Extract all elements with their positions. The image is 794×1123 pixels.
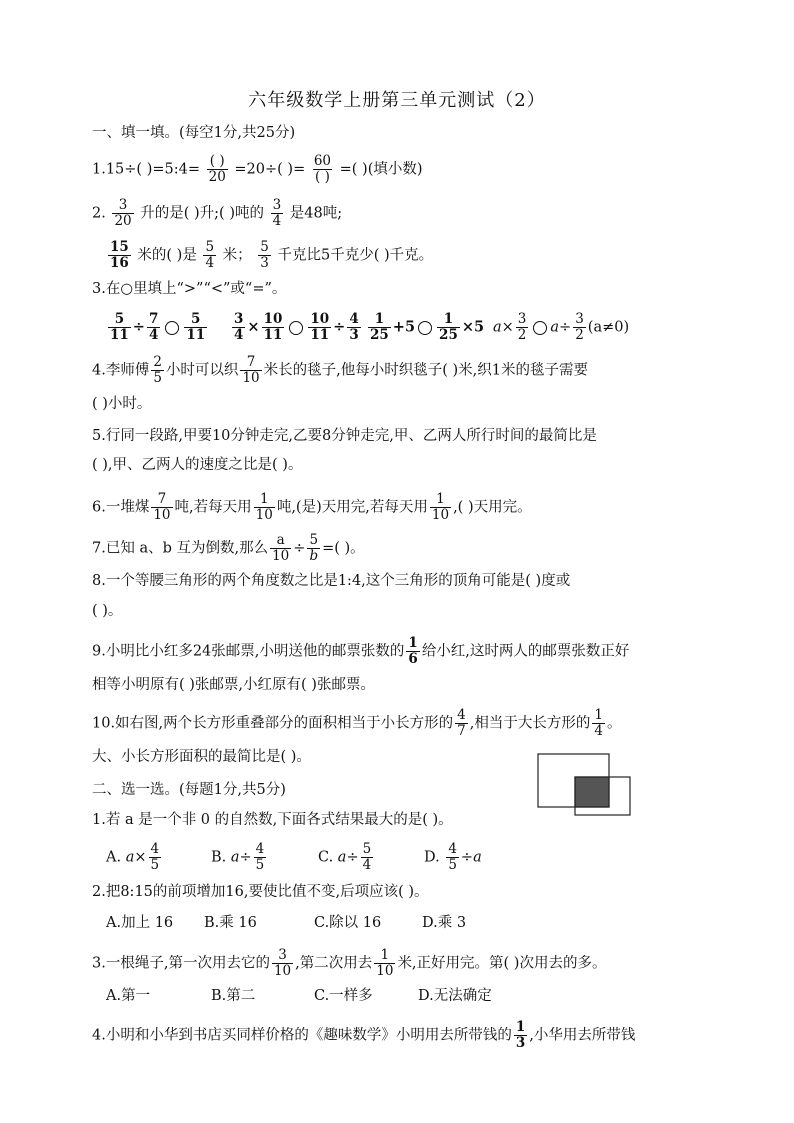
question-3-heading: 3.在○里填上“>”“<”或“=”。 <box>92 281 287 297</box>
question-5-line-2: ( ),甲、乙两人的速度之比是( )。 <box>92 457 303 473</box>
question-3-expr-3: $\frac{1}{25}$ +5 $\frac{1}{25}$ ×5 <box>370 311 485 343</box>
q1-fraction-1: ( ) 20 <box>208 153 226 185</box>
choice-1-option-b[interactable]: B. a÷ $\frac{4}{5}$ <box>211 841 265 873</box>
question-5-line-1: 5.行同一段路,甲要10分钟走完,乙要8分钟走完,甲、乙两人所行时间的最简比是 <box>92 428 597 444</box>
choice-2-stem: 2.把8:15的前项增加16,要使比值不变,后项应该( )。 <box>92 884 429 900</box>
choice-3-option-c[interactable]: C.一样多 <box>314 988 373 1004</box>
choice-1-stem: 1.若 a 是一个非 0 的自然数,下面各式结果最大的是( )。 <box>92 812 453 828</box>
choice-2-option-d[interactable]: D.乘 3 <box>422 915 467 931</box>
question-9-line-2: 相等小明原有( )张邮票,小红原有( )张邮票。 <box>92 677 375 693</box>
q1-text-c: =( )(填小数) <box>339 161 423 178</box>
question-4-line-1: 4.李师傅 $\frac{2}{5}$ 小时可以织 $\frac{7}{10}$ 米长的毯子,他每小时织毯子( )米,织1米的毯子需要 <box>92 354 588 386</box>
question-4-line-2: ( )小时。 <box>92 396 152 412</box>
question-7: 7.已知 a、b 互为倒数,那么 $\frac{a}{10}$ ÷ $\frac{5}{b}$ =( )。 <box>92 532 365 564</box>
question-8-line-2: ( )。 <box>92 603 123 619</box>
overlap-region <box>575 777 609 807</box>
question-3-expr-4: a× $\frac{3}{2}$ a÷ $\frac{3}{2}$ (a≠0) <box>493 311 630 343</box>
compare-circle[interactable] <box>289 321 303 335</box>
compare-circle[interactable] <box>165 321 179 335</box>
page-title: 六年级数学上册第三单元测试（2） <box>248 90 546 111</box>
q1-fraction-2: 60 ( ) <box>313 153 332 185</box>
question-6: 6.一堆煤 $\frac{7}{10}$ 吨,若每天用 $\frac{1}{10}$ 吨,(是)天用完,若每天用 $\frac{1}{10}$ ,( )天用完。 <box>92 491 532 523</box>
question-3-expr-1: $\frac{5}{11}$ ÷ $\frac{7}{4}$ $\frac{5}{11}$ <box>110 311 206 343</box>
choice-2-option-c[interactable]: C.除以 16 <box>314 915 382 931</box>
compare-circle[interactable] <box>418 321 432 335</box>
question-10-line-2: 大、小长方形面积的最简比是( )。 <box>92 749 311 765</box>
question-10-line-1: 10.如右图,两个长方形重叠部分的面积相当于小长方形的 $\frac{4}{7}$ ,相当于大长方形的 $\frac{1}{4}$ 。 <box>92 707 622 739</box>
compare-circle[interactable] <box>533 321 547 335</box>
q2-fraction-1: $\frac{3}{20}$ <box>114 197 132 229</box>
choice-3-option-b[interactable]: B.第二 <box>211 988 256 1004</box>
q2-fraction-5: $\frac{5}{3}$ <box>260 239 269 271</box>
q1-text-b: =20÷( )= <box>234 161 306 178</box>
q2-fraction-4: $\frac{5}{4}$ <box>205 239 215 271</box>
question-3-expr-2: $\frac{3}{4}$ × $\frac{10}{11}$ $\frac{10}{11}$ ÷ $\frac{4}{3}$ <box>234 311 359 343</box>
choice-2-option-b[interactable]: B.乘 16 <box>204 915 257 931</box>
choice-4-stem: 4.小明和小华到书店买同样价格的《趣味数学》小明用去所带钱的 $\frac{1}{3}$ ,小华用去所带钱 <box>92 1019 636 1051</box>
section-2-heading: 二、选一选。(每题1分,共5分) <box>92 782 286 798</box>
choice-1-option-a[interactable]: A. a× $\frac{4}{5}$ <box>106 841 160 873</box>
question-1 <box>92 154 423 185</box>
question-9-line-1: 9.小明比小红多24张邮票,小明送他的邮票张数的 $\frac{1}{6}$ 给小红,这时两人的邮票张数正好 <box>92 635 630 667</box>
section-1-heading: 一、填一填。(每空1分,共25分) <box>92 125 296 141</box>
choice-3-option-a[interactable]: A.第一 <box>106 988 151 1004</box>
q1-text-a: 1.15÷( )=5:4= <box>92 161 200 178</box>
q2-fraction-2: $\frac{3}{4}$ <box>272 197 282 229</box>
choice-2-option-a[interactable]: A.加上 16 <box>106 915 174 931</box>
choice-3-option-d[interactable]: D.无法确定 <box>418 988 492 1004</box>
choice-3-stem: 3.一根绳子,第一次用去它的 $\frac{3}{10}$ ,第二次用去 $\frac{1}{10}$ 米,正好用完。第( )次用去的多。 <box>92 947 607 979</box>
choice-1-option-c[interactable]: C. a÷ $\frac{5}{4}$ <box>318 841 372 873</box>
overlapping-rectangles-figure <box>535 752 635 818</box>
q2-fraction-3: $\frac{15}{16}$ <box>110 239 129 271</box>
question-2-line-1: 2. $\frac{3}{20}$ 升的是( )升;( )吨的 $\frac{3}{4}$ 是48吨; <box>92 197 343 229</box>
question-8-line-1: 8.一个等腰三角形的两个角度数之比是1:4,这个三角形的顶角可能是( )度或 <box>92 573 571 589</box>
question-2-line-2: $\frac{15}{16}$ 米的( )是 $\frac{5}{4}$ 米； $\frac{5}{3}$ 千克比5千克少( )千克。 <box>110 239 434 271</box>
choice-1-option-d[interactable]: D. $\frac{4}{5}$ ÷a <box>424 841 482 873</box>
